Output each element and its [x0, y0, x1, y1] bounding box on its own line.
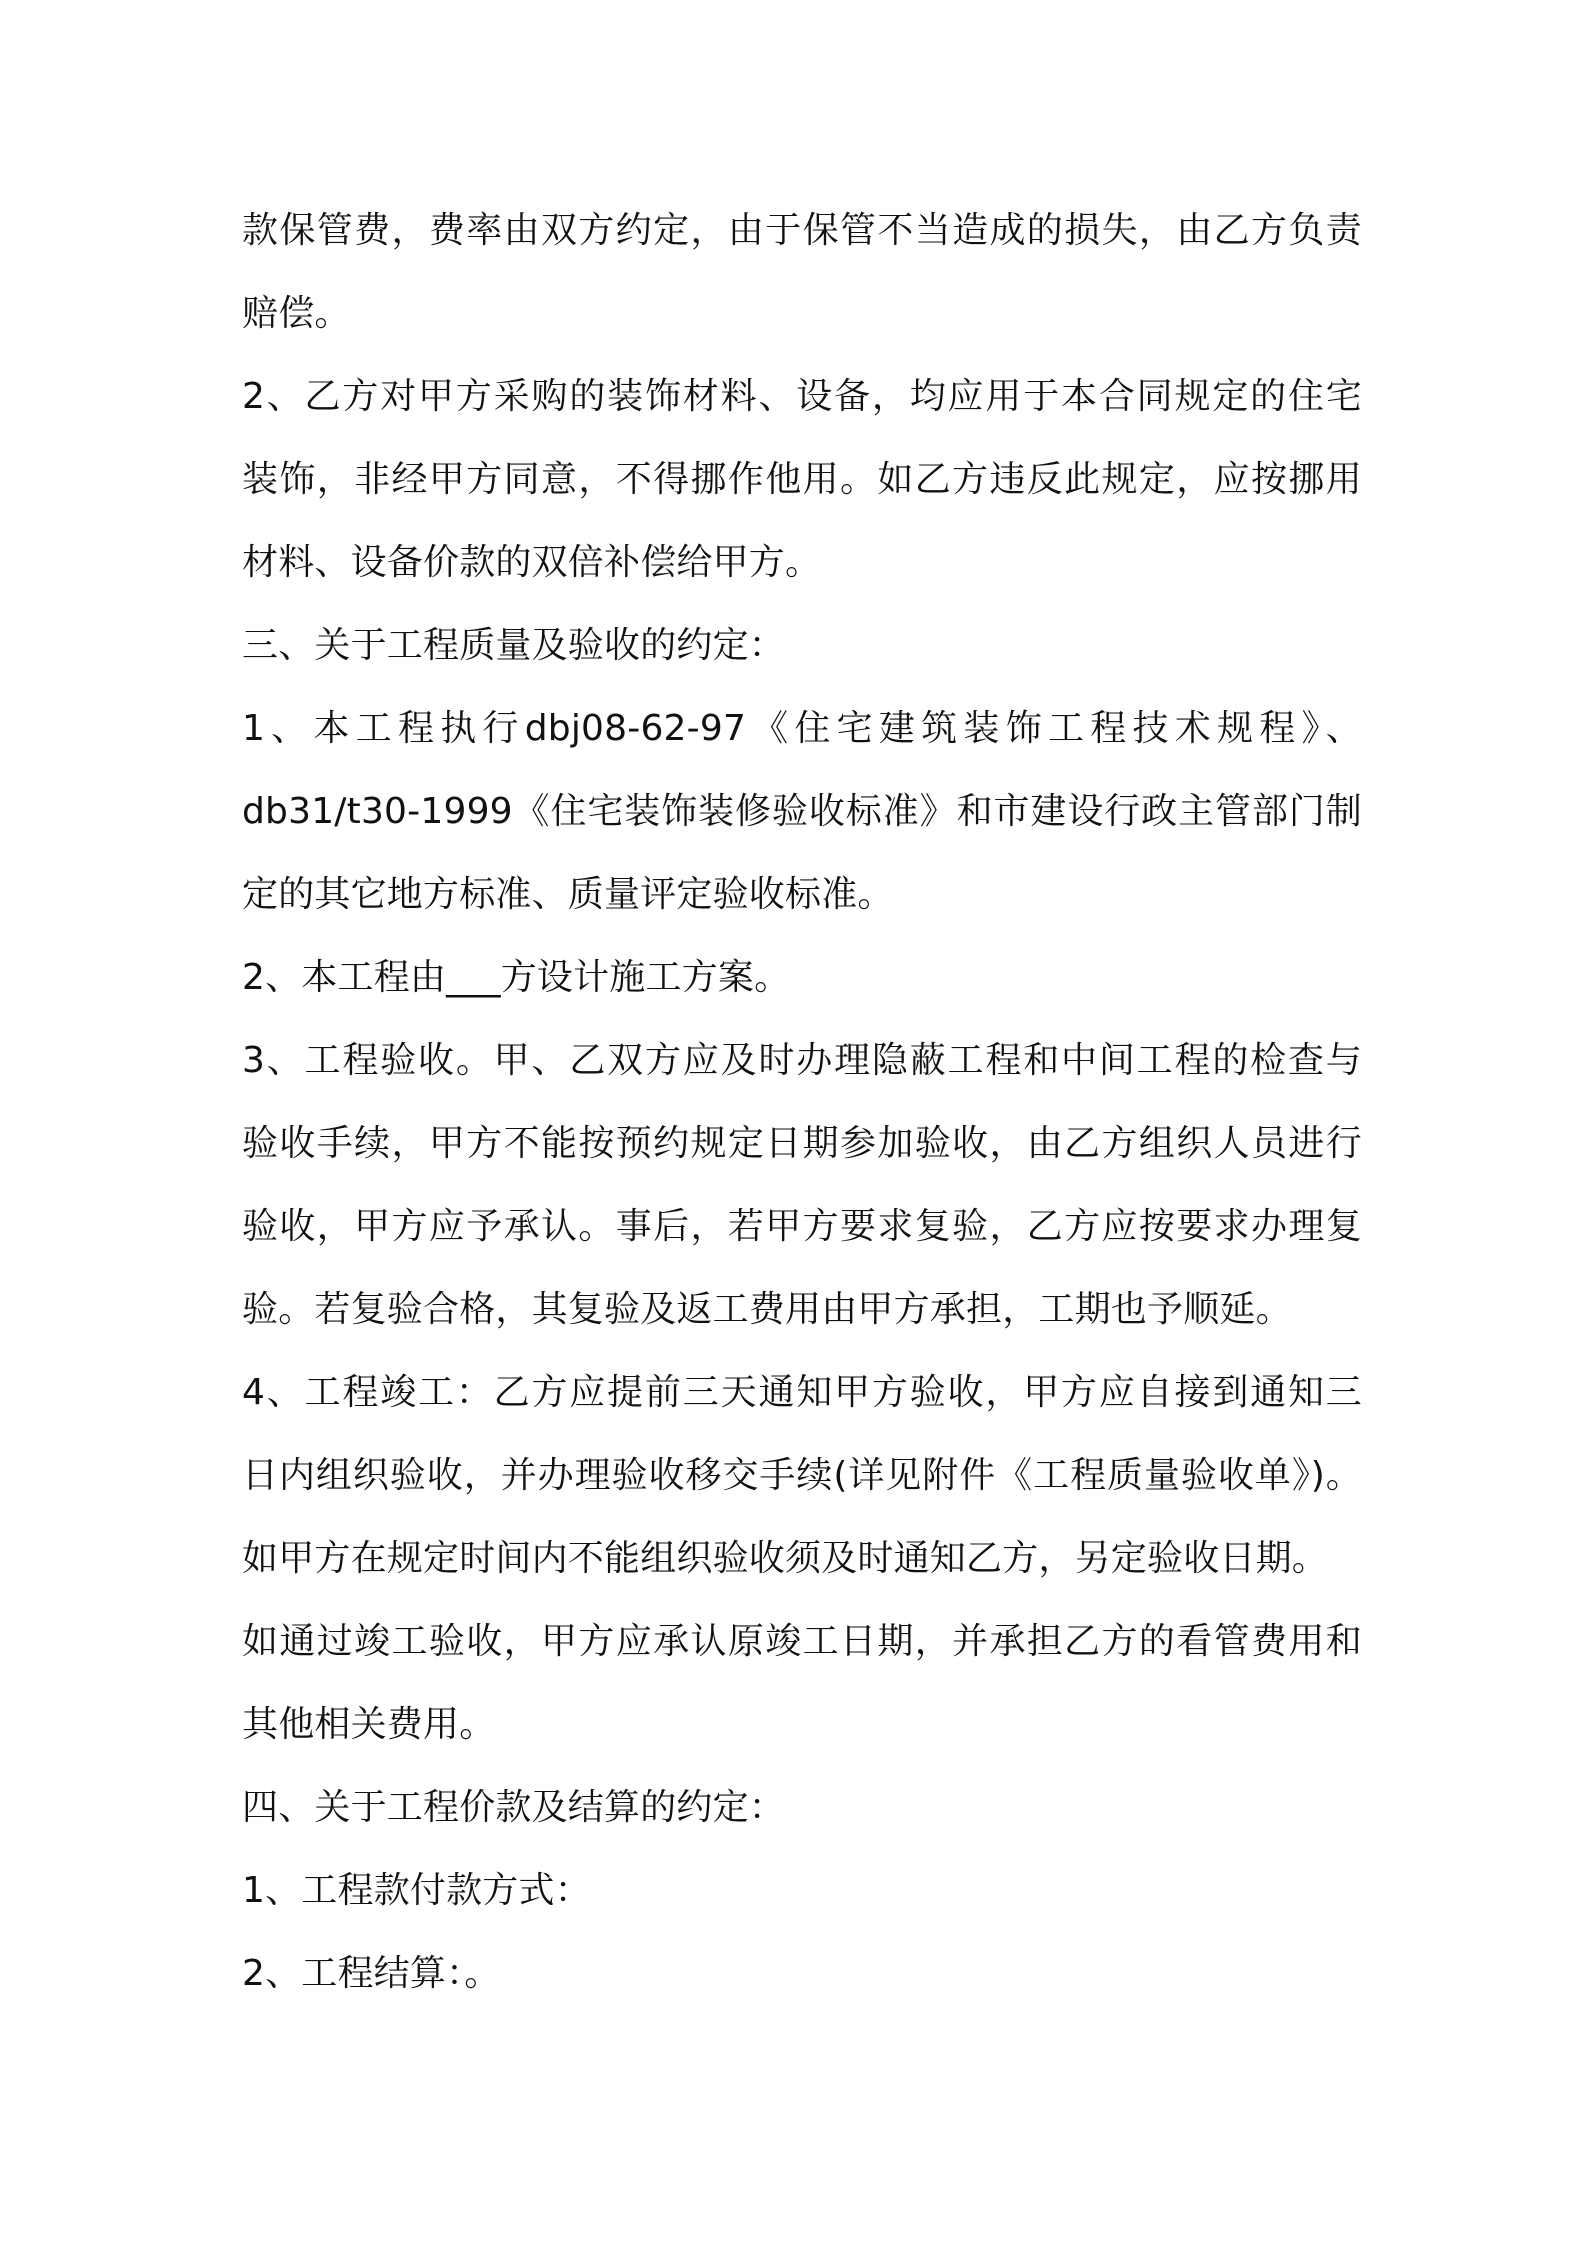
text-line: 材料、设备价款的双倍补偿给甲方。 [242, 542, 822, 583]
text-line: 其他相关费用。 [242, 1704, 496, 1745]
text-line: 装饰，非经甲方同意，不得挪作他用。如乙方违反此规定，应按挪用 [242, 459, 1362, 500]
text-line: 2、工程结算：。 [242, 1953, 501, 1994]
text-line: 日内组织验收，并办理验收移交手续(详见附件《工程质量验收单》)。 [242, 1455, 1362, 1496]
text-line: 款保管费，费率由双方约定，由于保管不当造成的损失，由乙方负责 [242, 210, 1362, 251]
text-line: 2、本工程由___方设计施工方案。 [242, 957, 791, 998]
section-heading: 三、关于工程质量及验收的约定： [242, 625, 786, 666]
text-line: 验收，甲方应予承认。事后，若甲方要求复验，乙方应按要求办理复 [242, 1206, 1362, 1247]
text-line: 验。若复验合格，其复验及返工费用由甲方承担，工期也予顺延。 [242, 1289, 1292, 1330]
text-line: 4、工程竣工：乙方应提前三天通知甲方验收，甲方应自接到通知三 [242, 1372, 1362, 1413]
text-line: 如甲方在规定时间内不能组织验收须及时通知乙方，另定验收日期。 [242, 1538, 1329, 1579]
text-line: 2、乙方对甲方采购的装饰材料、设备，均应用于本合同规定的住宅 [242, 376, 1362, 417]
text-line: 验收手续，甲方不能按预约规定日期参加验收，由乙方组织人员进行 [242, 1123, 1362, 1164]
text-line: 赔偿。 [242, 293, 351, 334]
text-line: 1、本工程执行dbj08-62-97《住宅建筑装饰工程技术规程》、 [242, 708, 1362, 749]
text-line: 1、工程款付款方式： [242, 1870, 591, 1911]
text-line: db31/t30-1999《住宅装饰装修验收标准》和市建设行政主管部门制 [242, 791, 1362, 832]
text-line: 3、工程验收。甲、乙双方应及时办理隐蔽工程和中间工程的检查与 [242, 1040, 1362, 1081]
text-line: 如通过竣工验收，甲方应承认原竣工日期，并承担乙方的看管费用和 [242, 1621, 1362, 1662]
text-line: 定的其它地方标准、质量评定验收标准。 [242, 874, 894, 915]
section-heading: 四、关于工程价款及结算的约定： [242, 1787, 786, 1828]
